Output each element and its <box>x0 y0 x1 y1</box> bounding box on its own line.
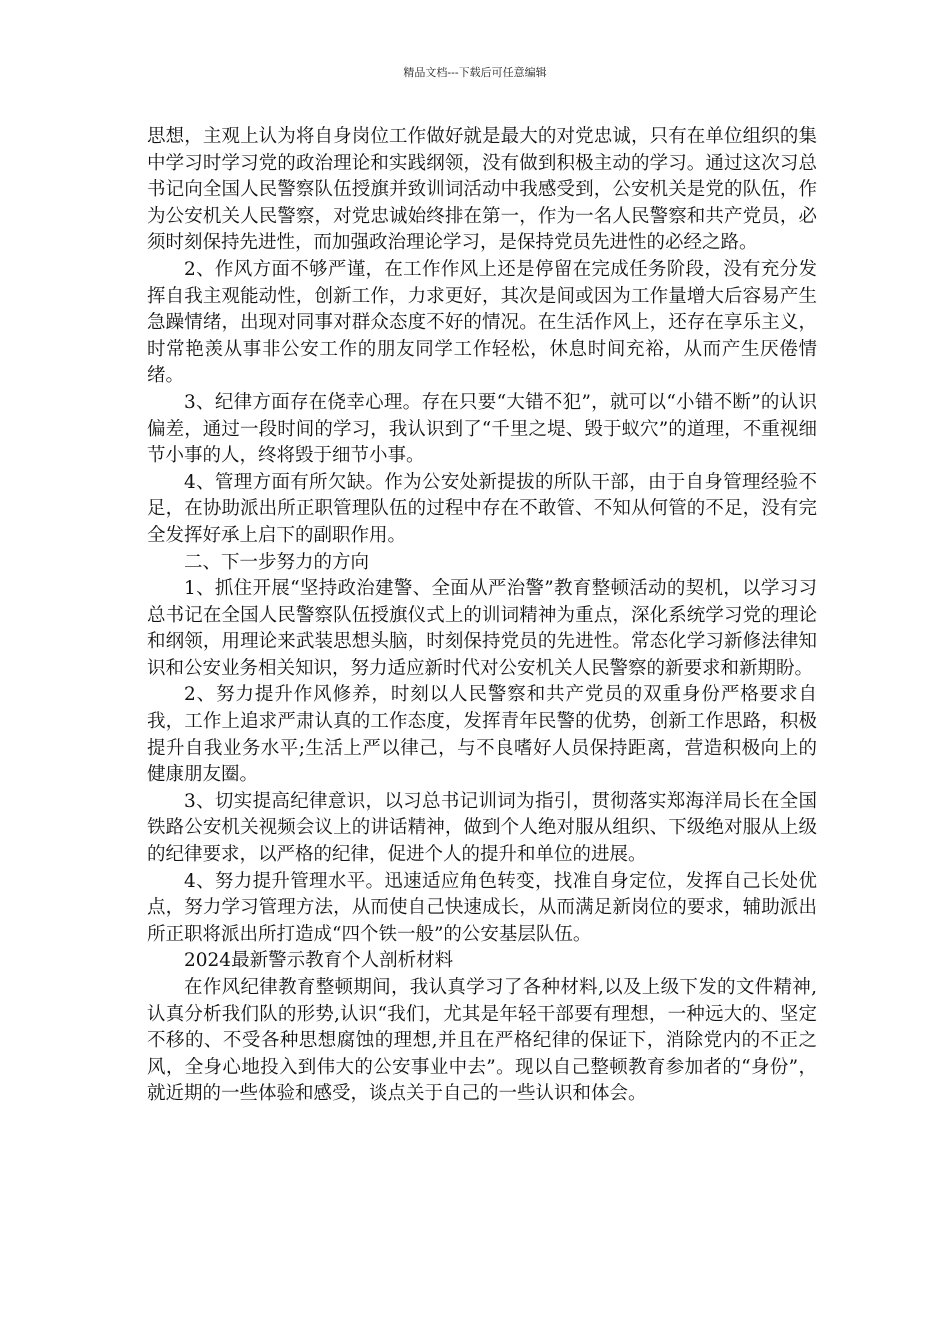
paragraph-6: 1、抓住开展“坚持政治建警、全面从严治警”教育整顿活动的契机，以学习习总书记在全国人民警察队伍授旗仪式上的训词精神为重点，深化系统学习党的理论和纲领，用理论来武装思想头脑，时刻保持党员的先进性。常态化学习新修法律知识和公安业务相关知识，努力适应新时代对公安机关人民警察的新要求和新期盼。 <box>147 578 817 679</box>
paragraph-7: 2、努力提升作风修养，时刻以人民警察和共产党员的双重身份严格要求自我，工作上追求严肃认真的工作态度，发挥青年民警的优势，创新工作思路，积极提升自我业务水平;生活上严以律己，与不良嗜好人员保持距离，营造积极向上的健康朋友圈。 <box>147 684 817 786</box>
page-header: 精品文档---下载后可任意编辑 <box>403 66 547 79</box>
document-subtitle: 2024最新警示教育个人剖析材料 <box>184 950 454 972</box>
paragraph-2: 2、作风方面不够严谨，在工作作风上还是停留在完成任务阶段，没有充分发挥自我主观能动性，创新工作，力求更好，其次是间或因为工作量增大后容易产生急躁情绪，出现对同事对群众态度不好的情况。在生活作风上，还存在享乐主义，时常艳羡从事非公安工作的朋友同学工作轻松，休息时间充裕，从而产生厌倦情绪。 <box>147 258 817 387</box>
paragraph-8: 3、切实提高纪律意识，以习总书记训词为指引，贯彻落实郑海洋局长在全国铁路公安机关视频会议上的讲话精神，做到个人绝对服从组织、下级绝对服从上级的纪律要求，以严格的纪律，促进个人的提升和单位的进展。 <box>147 790 817 866</box>
paragraph-3: 3、纪律方面存在侥幸心理。存在只要“大错不犯”，就可以“小错不断”的认识偏差，通过一段时间的学习，我认识到了“千里之堤、毁于蚁穴”的道理，不重视细节小事的人，终将毁于细节小事。 <box>147 391 817 467</box>
document-body <box>147 124 817 1108</box>
paragraph-1: 思想，主观上认为将自身岗位工作做好就是最大的对党忠诚，只有在单位组织的集中学习时学习党的政治理论和实践纲领，没有做到积极主动的学习。通过这次习总书记向全国人民警察队伍授旗并致训词活动中我感受到，公安机关是党的队伍，作为公安机关人民警察，对党忠诚始终排在第一，作为一名人民警察和共产党员，必须时刻保持先进性，而加强政治理论学习，是保持党员先进性的必经之路。 <box>147 126 817 254</box>
paragraph-4: 4、管理方面有所欠缺。作为公安处新提拔的所队干部，由于自身管理经验不足，在协助派出所正职管理队伍的过程中存在不敢管、不知从何管的不足，没有完全发挥好承上启下的副职作用。 <box>147 471 817 546</box>
section-heading-next-steps: 二、下一步努力的方向 <box>184 551 370 573</box>
paragraph-9: 4、努力提升管理水平。迅速适应角色转变，找准自身定位，发挥自己长处优点，努力学习管理方法，从而使自己快速成长，从而满足新岗位的要求，辅助派出所正职将派出所打造成“四个铁一般”的公安基层队伍。 <box>147 870 817 945</box>
paragraph-11: 在作风纪律教育整顿期间，我认真学习了各种材料,以及上级下发的文件精神,认真分析我们队的形势,认识“我们，尤其是年轻干部要有理想，一种远大的、坚定不移的、不受各种思想腐蚀的理想,并且在严格纪律的保证下，消除党内的不正之风，全身心地投入到伟大的公安事业中去”。现以自己整顿教育参加者的“身份”，就近期的一些体验和感受，谈点关于自己的一些认识和体会。 <box>147 977 817 1105</box>
